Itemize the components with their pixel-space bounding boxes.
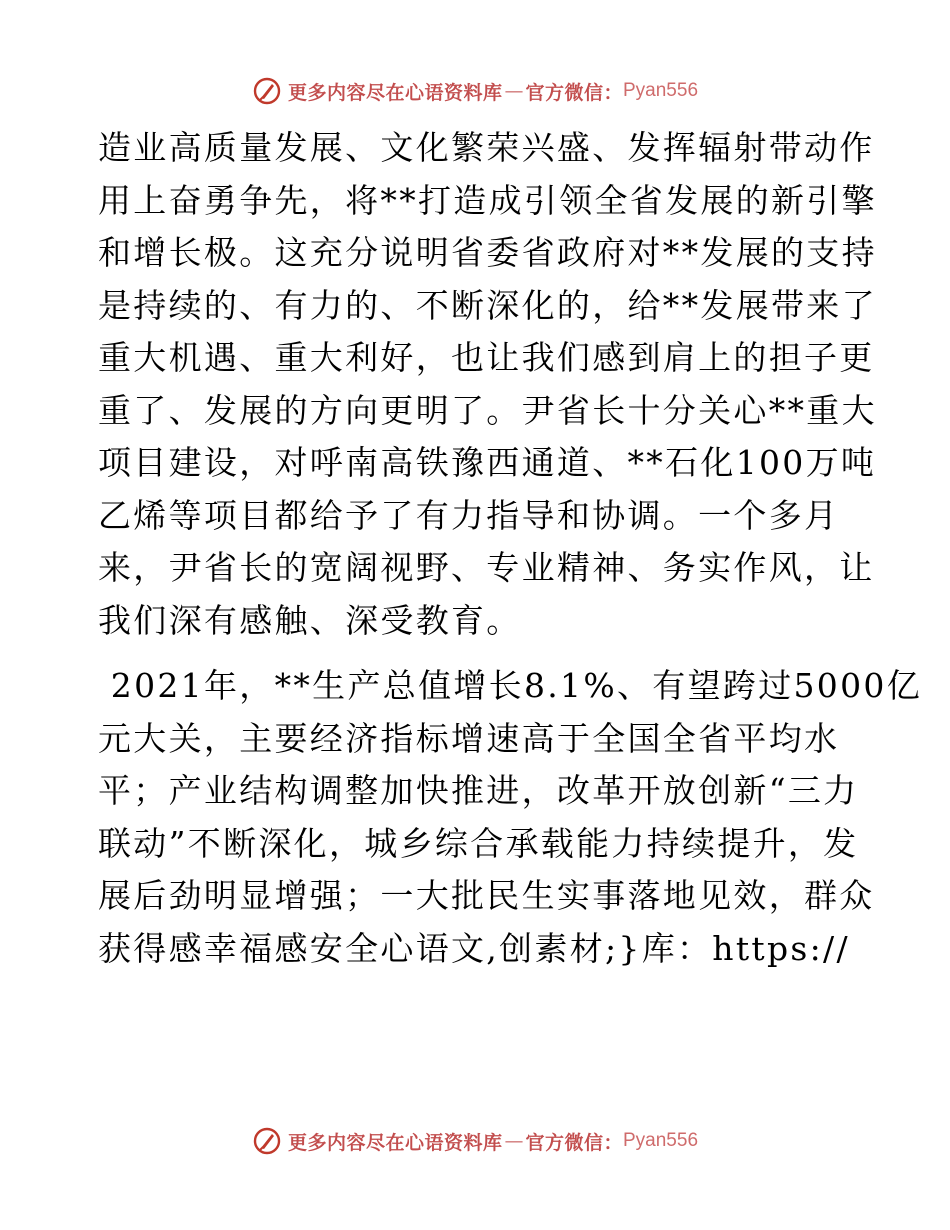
- text-line: 项目建设，对呼南高铁豫西通道、**石化100万吨: [98, 443, 877, 482]
- text-line: 展后劲明显增强；一大批民生实事落地见效，群众: [98, 876, 875, 915]
- text-line: 乙烯等项目都给予了有力指导和协调。一个多月: [98, 495, 840, 535]
- text-line: 是持续的、有力的、不断深化的，给**发展带来了: [98, 285, 877, 325]
- text-line: 和增长极。这充分说明省委省政府对**发展的支持: [98, 233, 877, 272]
- text-line: 重了、发展的方向更明了。尹省长十分关心**重大: [98, 390, 877, 430]
- text-line: 元大关，主要经济指标增速高于全国全省平均水: [98, 718, 840, 758]
- watermark-separator: —: [504, 80, 524, 102]
- text-line: 2021年，**生产总值增长8.1%、有望跨过5000亿: [98, 666, 922, 705]
- text-line: 联动”不断深化，城乡综合承载能力持续提升，发: [98, 823, 859, 863]
- watermark-account: Pyan556: [623, 80, 699, 101]
- quill-logo-icon: [252, 1126, 282, 1156]
- watermark-account: Pyan556: [623, 1130, 699, 1151]
- text-line: 用上奋勇争先，将**打造成引领全省发展的新引擎: [98, 180, 877, 220]
- quill-logo-icon: [252, 76, 282, 106]
- watermark-separator: —: [504, 1130, 524, 1152]
- text-line: 造业高质量发展、文化繁荣兴盛、发挥辐射带动作: [98, 128, 875, 167]
- paragraph-2: [98, 660, 922, 975]
- text-line: 获得感幸福感安全心语文,创素材;}库：https://: [98, 928, 850, 968]
- document-body: [98, 122, 922, 975]
- watermark-suffix: 官方微信：: [525, 1131, 623, 1154]
- footer-watermark: [0, 1123, 950, 1159]
- header-watermark: [0, 73, 950, 109]
- watermark-text: 更多内容尽在心语资料库: [287, 81, 503, 104]
- text-line: 平；产业结构调整加快推进，改革开放创新“三力: [98, 771, 859, 810]
- text-line: 来，尹省长的宽阔视野、专业精神、务实作风，让: [98, 548, 875, 587]
- watermark-text: 更多内容尽在心语资料库: [287, 1131, 503, 1154]
- paragraph-1: [98, 122, 877, 647]
- watermark-suffix: 官方微信：: [525, 81, 623, 104]
- text-line: 重大机遇、重大利好，也让我们感到肩上的担子更: [98, 338, 875, 377]
- text-line: 我们深有感触、深受教育。: [98, 600, 522, 640]
